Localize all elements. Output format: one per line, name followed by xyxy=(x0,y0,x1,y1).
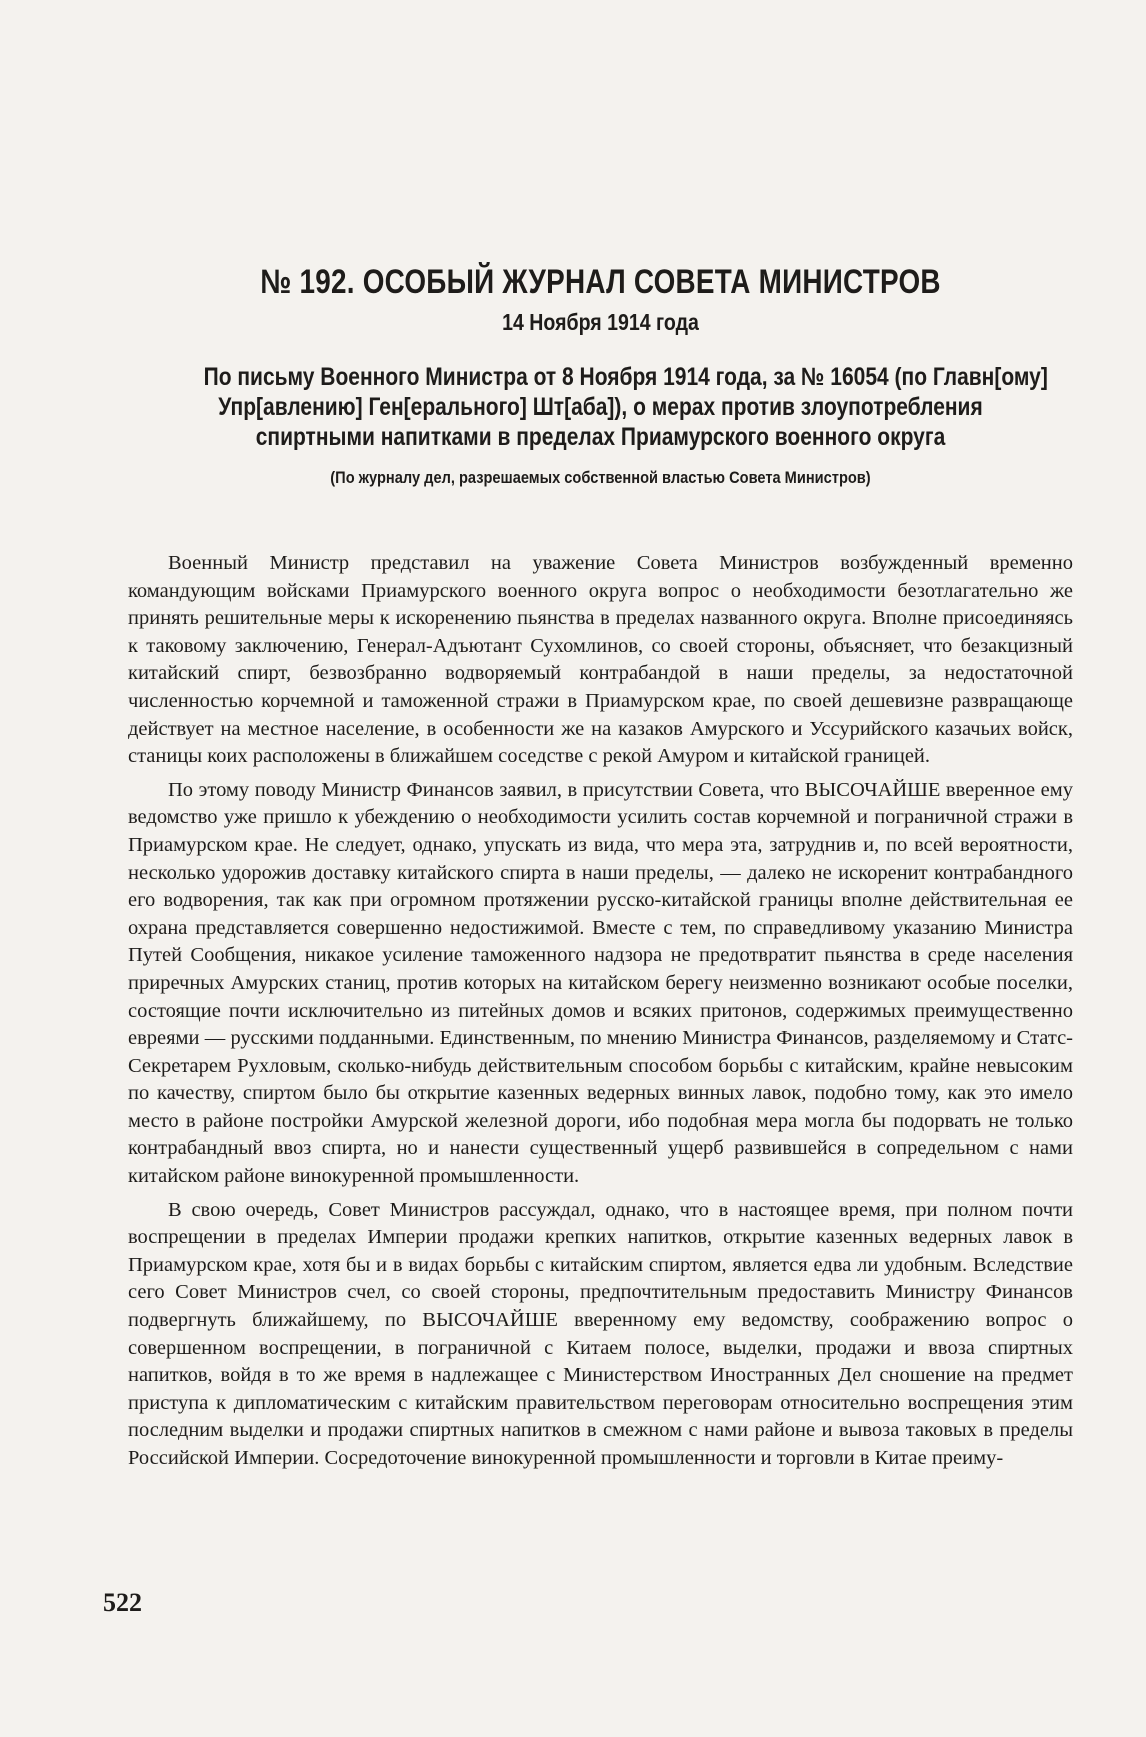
paragraph: По этому поводу Министр Финансов заявил, в присутствии Совета, что ВЫСОЧАЙШЕ вверенное ему ведомство уже пришло к убеждению о необходимости усилить состав корчемной и пограничной стражи в Приамурском крае. Не следует, однако, упускать из вида, что мера эта, затруднив и, по всей вероятности, несколько удорожив доставку китайского спирта в наши пределы, — далеко не искоренит контрабандного его водворения, так как при огромном протяжении русско-китайской границы вполне действительная ее охрана представляется совершенно недостижимой. Вместе с тем, по справедливому указанию Министра Путей Сообщения, никакое усиление таможенного надзора не предотвратит пьянства в среде населения приречных Амурских станиц, против которых на китайском берегу неизменно возникают особые поселки, состоящие почти исключительно из питейных домов и всяких притонов, содержимых преимущественно евреями — русскими подданными. Единственным, по мнению Министра Финансов, разделяемому и Статс-Секретарем Рухловым, сколько-нибудь действительным способом борьбы с китайским, крайне невысоким по качеству, спиртом было бы открытие казенных ведерных винных лавок, подобно тому, как это имело место в районе постройки Амурской железной дороги, ибо подобная мера могла бы подорвать не только контрабандный ввоз спирта, но и нанести существенный ущерб развившейся в сопредельном с нами китайском районе винокуренной промышленности. xyxy=(128,778,1073,1188)
subject-line: По письму Военного Министра от 8 Ноября 1914 года, за № 16054 (по Главн[ому] xyxy=(203,363,1048,391)
document-page xyxy=(128,262,1073,1479)
document-subject xyxy=(203,362,1048,452)
document-note: (По журналу дел, разрешаемых собственной властью Совета Министров) xyxy=(330,468,871,487)
document-body xyxy=(128,550,1073,1473)
document-date: 14 Ноября 1914 года xyxy=(502,309,699,335)
subject-line: спиртными напитками в пределах Приамурского военного округа xyxy=(255,423,946,451)
paragraph: В свою очередь, Совет Министров рассуждал, однако, что в настоящее время, при полном почти воспрещении в пределах Империи продажи крепких напитков, открытие казенных ведерных лавок в Приамурском крае, хотя бы и в видах борьбы с китайским спиртом, является едва ли удобным. Вследствие сего Совет Министров счел, со своей стороны, предпочтительным предоставить Министру Финансов подвергнуть ближайшему, по ВЫСОЧАЙШЕ вверенному ему ведомству, соображению вопрос о совершенном воспрещении, в пограничной с Китаем полосе, выделки, продажи и ввоза спиртных напитков, войдя в то же время в надлежащее с Министерством Иностранных Дел сношение на предмет приступа к дипломатическим с китайским правительством переговорам относительно воспрещения этим последним выделки и продажи спиртных напитков в смежном с нами районе и вывоза таковых в пределы Российской Империи. Сосредоточение винокуренной промышленности и торговли в Китае преиму- xyxy=(128,1198,1073,1469)
paragraph: Военный Министр представил на уважение Совета Министров возбужденный временно командующим войсками Приамурского военного округа вопрос о необходимости безотлагательно же принять решительные меры к искоренению пьянства в пределах названного округа. Вполне присоединяясь к таковому заключению, Генерал-Адъютант Сухомлинов, со своей стороны, объясняет, что безакцизный китайский спирт, безвозбранно водворяемый контрабандой в наши пределы, за недостаточной численностью корчемной и таможенной стражи в Приамурском крае, по своей дешевизне развращающе действует на местное население, в особенности же на казаков Амурского и Уссурийского казачьих войск, станицы коих расположены в ближайшем соседстве с рекой Амуром и китайской границей. xyxy=(128,552,1073,768)
subject-line: Упр[авлению] Ген[ерального] Шт[аба]), о мерах против злоупотребления xyxy=(218,393,983,421)
page-number: 522 xyxy=(103,1588,142,1617)
document-title: № 192. ОСОБЫЙ ЖУРНАЛ СОВЕТА МИНИСТРОВ xyxy=(260,263,941,301)
